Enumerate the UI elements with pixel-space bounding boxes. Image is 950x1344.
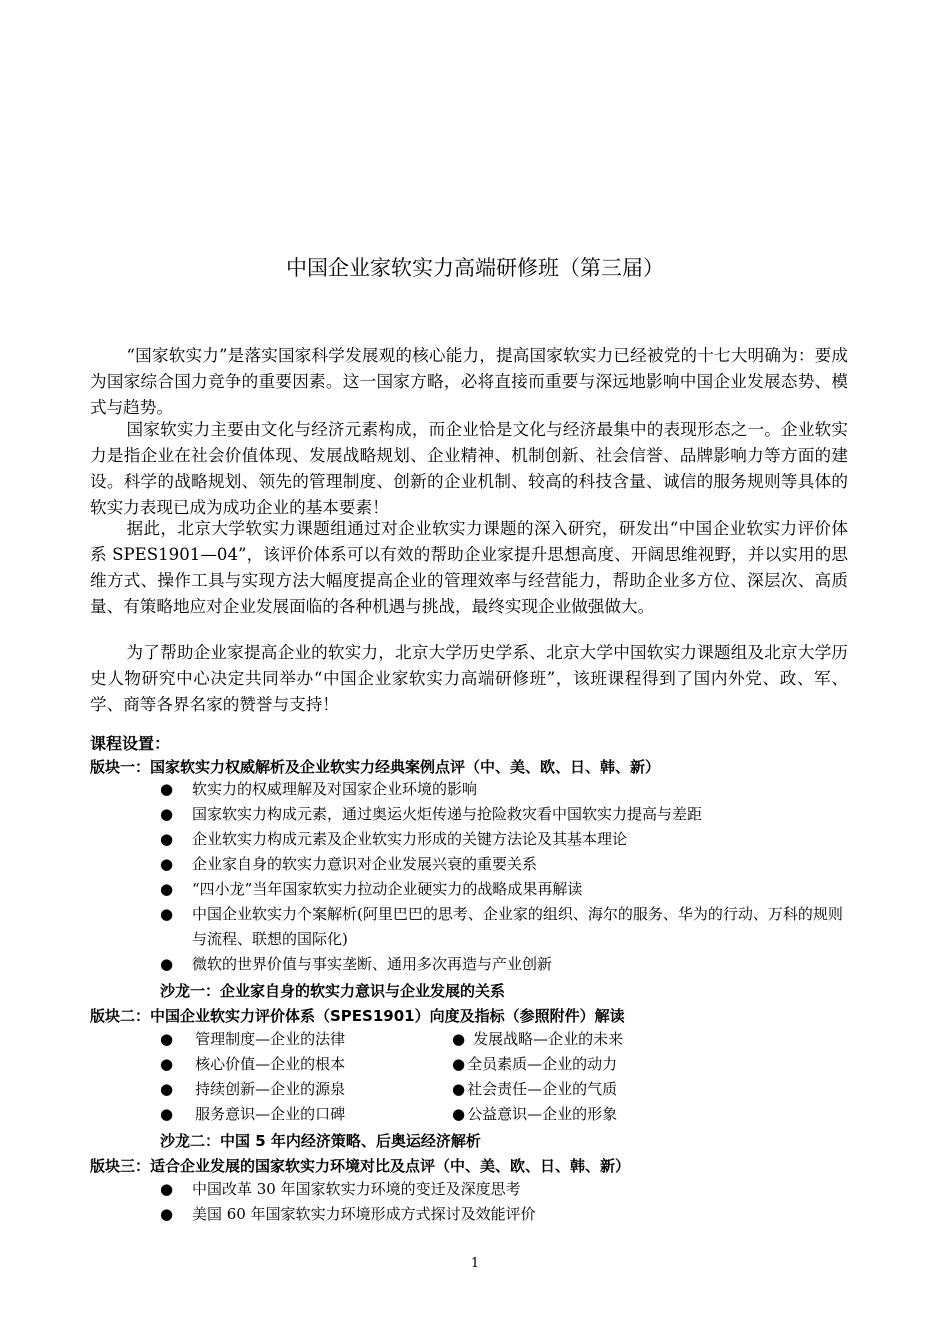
course-heading: 课程设置：: [90, 734, 171, 753]
list-item: [160, 1052, 345, 1077]
list-item-text: 服务意识—企业的口碑: [195, 1105, 346, 1123]
list-item: [452, 1077, 617, 1102]
bullet-icon: ●: [160, 855, 174, 873]
list-item-text: 微软的世界价值与事实垄断、通用多次再造与产业创新: [192, 955, 553, 973]
list-item: [160, 902, 850, 952]
list-item-text: 美国 60 年国家软实力环境形成方式探讨及效能评价: [192, 1205, 536, 1223]
bullet-icon: ●: [160, 880, 174, 898]
list-item: [160, 1177, 850, 1202]
bullet-icon: ●: [160, 905, 174, 923]
list-item-text: 公益意识—企业的形象: [467, 1105, 618, 1123]
bullet-icon: ●: [160, 1055, 174, 1073]
block3-heading: 版块三：适合企业发展的国家软实力环境对比及点评（中、美、欧、日、韩、新）: [90, 1157, 631, 1175]
bullet-icon: ●: [452, 1080, 466, 1098]
list-item-text: 发展战略—企业的未来: [473, 1030, 624, 1048]
list-item: [160, 1102, 345, 1127]
list-item-text: 软实力的权威理解及对国家企业环境的影响: [192, 780, 478, 798]
list-item-text: 中国改革 30 年国家软实力环境的变迁及深度思考: [192, 1180, 521, 1198]
intro-paragraph-2: 国家软实力主要由文化与经济元素构成，而企业恰是文化与经济最集中的表现形态之一。企业软实力是指企业在社会价值体现、发展战略规划、企业精神、机制创新、社会信誉、品牌影响力等方面的建设。科学的战略规划、领先的管理制度、创新的企业机制、较高的科技含量、诚信的服务规则等具体的软实力表现已成为成功企业的基本要素！: [90, 420, 848, 517]
intro-paragraph-1: “国家软实力”是落实国家科学发展观的核心能力，提高国家软实力已经被党的十七大明确为：要成为国家综合国力竞争的重要因素。这一国家方略，必将直接而重要与深远地影响中国企业发展态势、模式与趋势。: [90, 346, 848, 417]
list-item-text: 中国企业软实力个案解析(阿里巴巴的思考、企业家的组织、海尔的服务、华为的行动、万科的规则与流程、联想的国际化): [192, 905, 843, 948]
list-item: [160, 852, 850, 877]
list-item: [160, 1202, 850, 1227]
list-item-text: 企业软实力构成元素及企业软实力形成的关键方法论及其基本理论: [192, 830, 628, 848]
list-item: [160, 827, 850, 852]
bullet-icon: ●: [160, 780, 174, 798]
page-number: 1: [470, 1256, 480, 1271]
list-item: [452, 1102, 617, 1127]
bullet-icon: ●: [160, 1180, 174, 1198]
bullet-icon: ●: [160, 955, 174, 973]
bullet-icon: ●: [160, 1030, 174, 1048]
list-item-text: 持续创新—企业的源泉: [195, 1080, 346, 1098]
list-item: [160, 802, 850, 827]
list-item-text: 国家软实力构成元素，通过奥运火炬传递与抢险救灾看中国软实力提高与差距: [192, 805, 703, 823]
list-item: [160, 1027, 345, 1052]
salon-1: 沙龙一：企业家自身的软实力意识与企业发展的关系: [160, 982, 506, 1000]
list-item: [160, 1077, 345, 1102]
list-item-text: 企业家自身的软实力意识对企业发展兴衰的重要关系: [192, 855, 538, 873]
bullet-icon: ●: [452, 1105, 466, 1123]
intro-paragraph-4: 为了帮助企业家提高企业的软实力，北京大学历史学系、北京大学中国软实力课题组及北京大学历史人物研究中心决定共同举办“中国企业家软实力高端研修班”，该班课程得到了国内外党、政、军、学、商等各界名家的赞誉与支持！: [90, 643, 848, 714]
intro-paragraph-3: 据此，北京大学软实力课题组通过对企业软实力课题的深入研究，研发出“中国企业软实力评价体系 SPES1901—04”，该评价体系可以有效的帮助企业家提升思想高度、开阔思维视野，并以实用的思维方式、操作工具与实现方法大幅度提高企业的管理效率与经营能力，帮助企业多方位、深层次、高质量、有策略地应对企业发展面临的各种机遇与挑战，最终实现企业做强做大。: [90, 519, 848, 616]
list-item: [160, 877, 850, 902]
list-item-text: 管理制度—企业的法律: [195, 1030, 346, 1048]
list-item-text: 全员素质—企业的动力: [467, 1055, 618, 1073]
page-title: 中国企业家软实力高端研修班（第三届）: [286, 256, 664, 280]
bullet-icon: ●: [452, 1030, 466, 1048]
list-item-text: 核心价值—企业的根本: [195, 1055, 346, 1073]
list-item: [452, 1027, 623, 1052]
block2-heading: 版块二：中国企业软实力评价体系（SPES1901）向度及指标（参照附件）解读: [90, 1007, 625, 1025]
list-item: [160, 952, 850, 977]
list-item: [160, 777, 850, 802]
list-item-text: “四小龙”当年国家软实力拉动企业硬实力的战略成果再解读: [192, 880, 583, 898]
bullet-icon: ●: [160, 1080, 174, 1098]
list-item: [452, 1052, 617, 1077]
list-item-text: 社会责任—企业的气质: [467, 1080, 618, 1098]
bullet-icon: ●: [160, 805, 174, 823]
salon-2: 沙龙二：中国 5 年内经济策略、后奥运经济解析: [160, 1132, 481, 1150]
bullet-icon: ●: [160, 1105, 174, 1123]
bullet-icon: ●: [452, 1055, 466, 1073]
block1-heading: 版块一：国家软实力权威解析及企业软实力经典案例点评（中、美、欧、日、韩、新）: [90, 758, 661, 776]
bullet-icon: ●: [160, 830, 174, 848]
bullet-icon: ●: [160, 1205, 174, 1223]
